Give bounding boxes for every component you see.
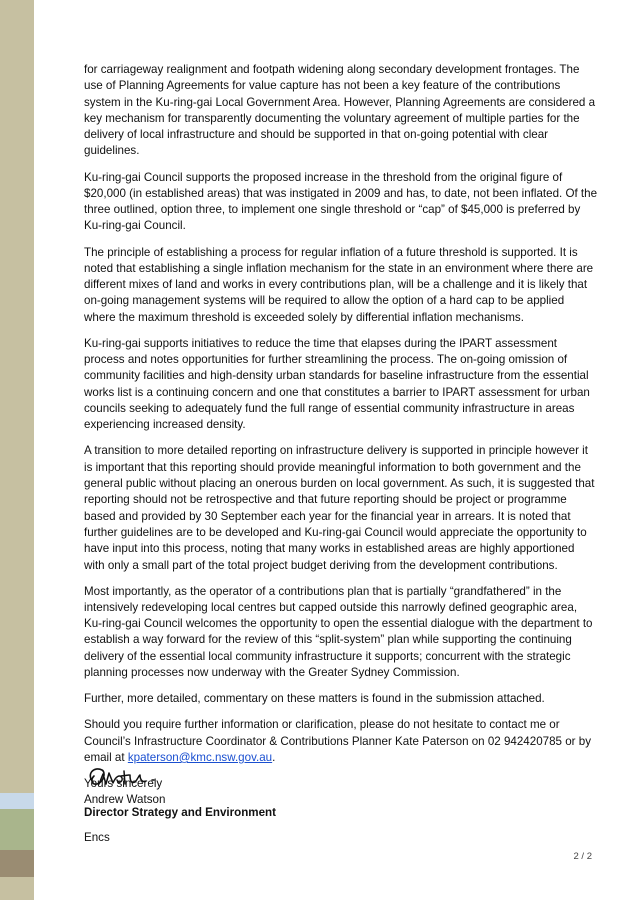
side-bar-segment-green	[0, 809, 34, 850]
contact-end: .	[272, 750, 276, 764]
letter-body	[84, 62, 598, 792]
paragraph-threshold: Ku-ring-gai Council supports the proposed increase in the threshold from the original figure of $20,000 (in established areas) that was instigated in 2009 and has, to date, not been inflated. Of the three outlined, option three, to implement one single threshold or “cap” of $45,000 is preferred by Ku-ring-gai Council.	[84, 170, 598, 233]
side-bar-segment-top	[0, 0, 34, 793]
decorative-side-bar	[0, 0, 34, 900]
side-bar-segment-brown	[0, 850, 34, 877]
closing-salutation: Yours sincerely	[84, 776, 163, 790]
page-number: 2 / 2	[573, 851, 592, 862]
paragraph-ipart: Ku-ring-gai supports initiatives to reduce the time that elapses during the IPART assessment process and notes opportunities for further streamlining the process. The on-going omission of community facilities and high-density urban standards for baseline infrastructure from the essential works list is a continuing concern and one that constitutes a barrier to IPART assessment for urban councils seeking to adequately fund the full range of essential community infrastructure in areas experiencing increased density.	[84, 336, 590, 432]
paragraph-commentary: Further, more detailed, commentary on these matters is found in the submission attached.	[84, 692, 545, 706]
side-bar-segment-blue	[0, 793, 34, 809]
contact-text: Should you require further information or clarification, please do not hesitate to contact me or Council’s Infrastructure Coordinator & Contributions Planner Kate Paterson on 02 942420785 or by email at	[84, 718, 591, 764]
signatory-name: Andrew Watson	[84, 793, 166, 806]
paragraph-grandfathered: Most importantly, as the operator of a contributions plan that is partially “grandfathered” in the intensively redeveloping local centres but capped outside this narrowly defined geographic area, Ku-ring-gai Council welcomes the opportunity to open the essential dialogue with the department to establish a way forward for the review of this “split-system” plan while supporting the continuing delivery of the essential local community infrastructure it supports; concurrent with the strategic planning processes now underway with the Greater Sydney Commission.	[84, 584, 593, 680]
paragraph-contact	[84, 717, 598, 766]
paragraph-reporting: A transition to more detailed reporting on infrastructure delivery is supported in principle however it is important that this reporting should provide meaningful information to both government and the general public without placing an onerous burden on local government. As such, it is suggested that reporting should not be retrospective and that future reporting should be project or programme based and provided by 30 September each year for the financial year in arrears. It is noted that further guidelines are to be developed and Ku-ring-gai Council would appreciate the opportunity to have input into this process, noting that many works in established areas are highly apportioned with only a small part of the total project budget deriving from the development contributions.	[84, 444, 595, 572]
contact-email-link[interactable]: kpaterson@kmc.nsw.gov.au	[127, 750, 273, 764]
side-bar-segment-bottom	[0, 877, 34, 900]
paragraph-inflation: The principle of establishing a process for regular inflation of a future threshold is supported. It is noted that establishing a single inflation mechanism for the state in an environment where there are different mixes of land and works in every contributions plan, will be a challenge and it is likely that on-going management systems will be required to allow the option of a hard cap to be applied where the maximum threshold is exceeded solely by differential inflation mechanisms.	[84, 245, 594, 324]
enclosures-note: Encs	[84, 831, 110, 844]
signatory-title: Director Strategy and Environment	[84, 806, 276, 819]
handwritten-signature	[84, 762, 194, 792]
paragraph-planning-agreements: for carriageway realignment and footpath widening along secondary development frontages. The use of Planning Agreements for value capture has not been a key feature of the contributions system in the Ku-ring-gai Local Government Area. However, Planning Agreements are considered a key mechanism for transparently documenting the voluntary agreement of multiple parties for the delivery of local infrastructure and should be supported in that on-going potential with clear guidelines.	[84, 63, 596, 158]
